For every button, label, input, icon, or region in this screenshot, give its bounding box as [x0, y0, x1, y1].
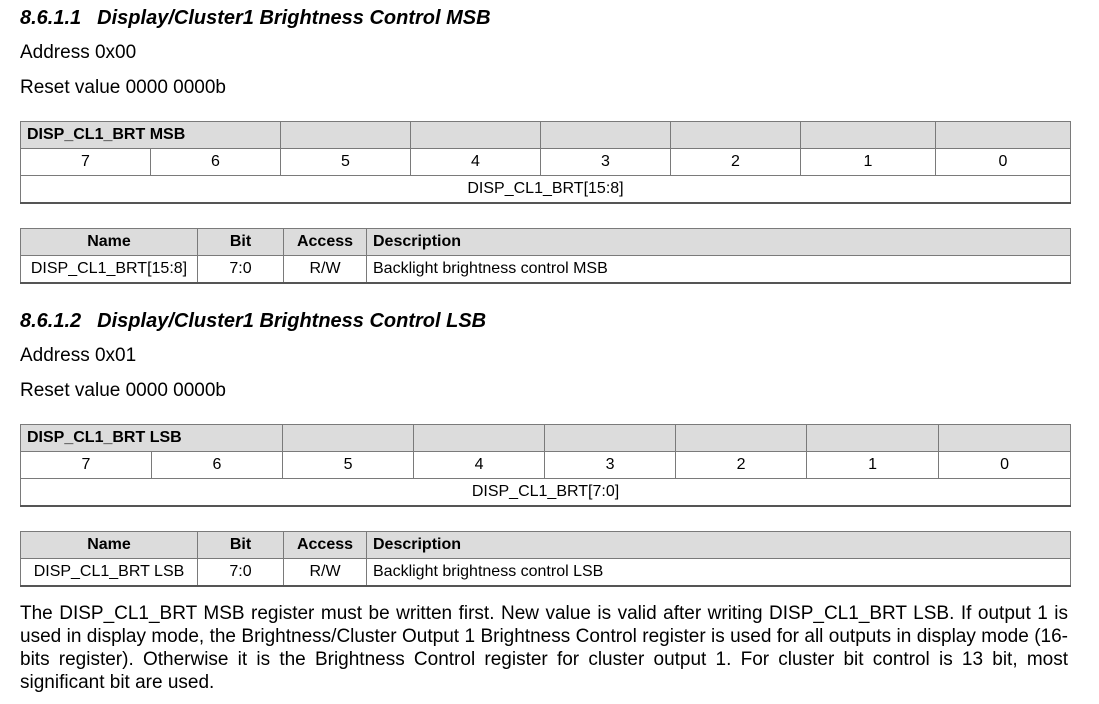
- register-table-msb: [20, 121, 1071, 204]
- column-header-name: Name: [21, 532, 198, 559]
- bit-number: 1: [801, 149, 936, 176]
- register-field: DISP_CL1_BRT[15:8]: [21, 176, 1071, 204]
- bit-number: 6: [152, 452, 283, 479]
- register-name: DISP_CL1_BRT LSB: [21, 425, 283, 452]
- header-cell: [414, 425, 545, 452]
- bit-number: 3: [541, 149, 671, 176]
- cell-description: Backlight brightness control LSB: [367, 559, 1071, 587]
- header-cell: [936, 122, 1071, 149]
- bit-number: 1: [807, 452, 939, 479]
- reset-value-text: Reset value 0000 0000b: [20, 77, 226, 98]
- cell-description: Backlight brightness control MSB: [367, 256, 1071, 284]
- header-cell: [801, 122, 936, 149]
- table-row: [21, 559, 1071, 587]
- bit-number: 0: [936, 149, 1071, 176]
- cell-access: R/W: [284, 256, 367, 284]
- address-text: Address 0x00: [20, 42, 137, 63]
- section-title: Display/Cluster1 Brightness Control LSB: [97, 310, 487, 332]
- address-text: Address 0x01: [20, 345, 137, 366]
- section-title: Display/Cluster1 Brightness Control MSB: [97, 7, 491, 29]
- cell-bit: 7:0: [198, 559, 284, 587]
- bit-number: 4: [411, 149, 541, 176]
- column-header-name: Name: [21, 229, 198, 256]
- bit-number: 6: [151, 149, 281, 176]
- register-table-lsb: [20, 424, 1071, 507]
- header-cell: [411, 122, 541, 149]
- table-row: [21, 256, 1071, 284]
- bit-number: 7: [21, 452, 152, 479]
- section-number: 8.6.1.2: [20, 310, 82, 332]
- field-description-table-msb: [20, 228, 1071, 284]
- section-heading-msb: [20, 6, 491, 30]
- column-header-bit: Bit: [198, 229, 284, 256]
- field-description-table-lsb: [20, 531, 1071, 587]
- cell-name: DISP_CL1_BRT LSB: [21, 559, 198, 587]
- column-header-access: Access: [284, 229, 367, 256]
- bit-number: 0: [939, 452, 1071, 479]
- bit-number: 4: [414, 452, 545, 479]
- cell-name: DISP_CL1_BRT[15:8]: [21, 256, 198, 284]
- column-header-description: Description: [367, 229, 1071, 256]
- section-heading-lsb: [20, 309, 486, 333]
- bit-number: 2: [671, 149, 801, 176]
- section-number: 8.6.1.1: [20, 7, 82, 29]
- header-cell: [671, 122, 801, 149]
- bit-number: 5: [281, 149, 411, 176]
- bit-number: 5: [283, 452, 414, 479]
- reset-value-text: Reset value 0000 0000b: [20, 380, 226, 401]
- register-field: DISP_CL1_BRT[7:0]: [21, 479, 1071, 507]
- cell-bit: 7:0: [198, 256, 284, 284]
- column-header-access: Access: [284, 532, 367, 559]
- cell-access: R/W: [284, 559, 367, 587]
- header-cell: [541, 122, 671, 149]
- register-name: DISP_CL1_BRT MSB: [21, 122, 281, 149]
- header-cell: [807, 425, 939, 452]
- header-cell: [545, 425, 676, 452]
- description-paragraph: The DISP_CL1_BRT MSB register must be written first. New value is valid after writing DISP_CL1_BRT LSB. If output 1 is used in display mode, the Brightness/Cluster Output 1 Brightness Control register is used for all outputs in display mode (16-bits register). Otherwise it is the Brightness Control register for cluster output 1. For cluster bit control is 13 bit, most significant bit are used.: [20, 603, 1068, 693]
- bit-number: 7: [21, 149, 151, 176]
- header-cell: [283, 425, 414, 452]
- header-cell: [939, 425, 1071, 452]
- column-header-description: Description: [367, 532, 1071, 559]
- bit-number: 2: [676, 452, 807, 479]
- header-cell: [676, 425, 807, 452]
- column-header-bit: Bit: [198, 532, 284, 559]
- header-cell: [281, 122, 411, 149]
- bit-number: 3: [545, 452, 676, 479]
